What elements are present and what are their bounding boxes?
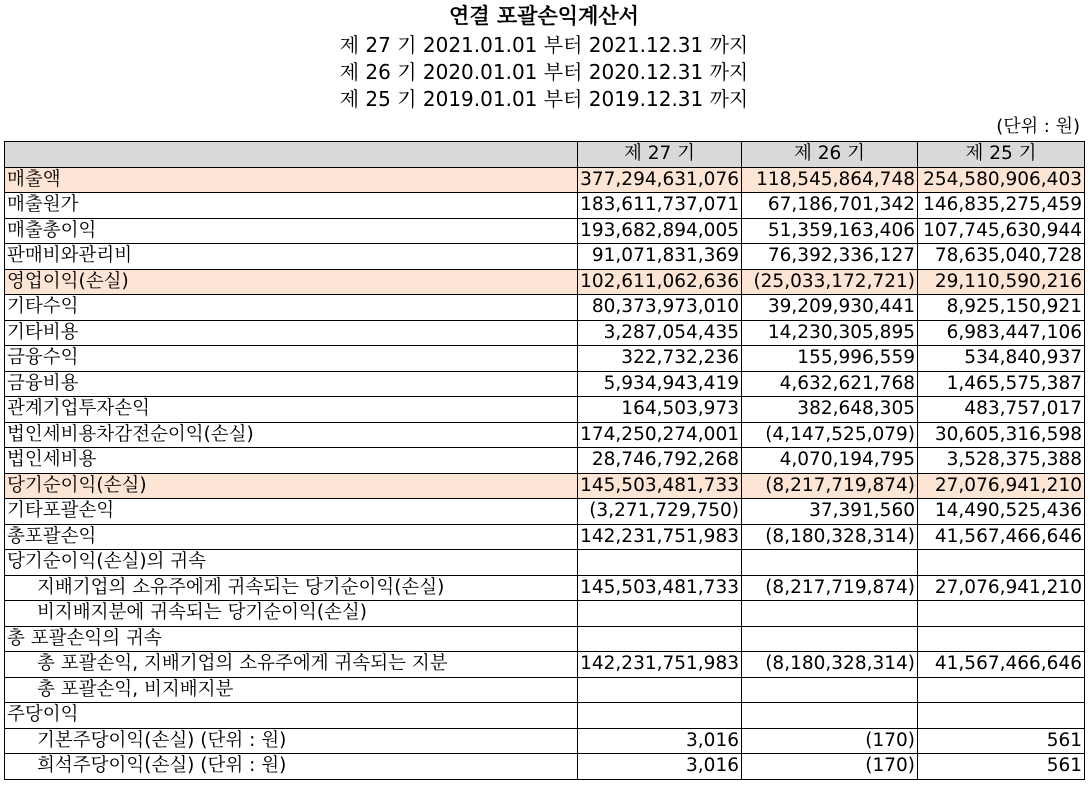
value-period-26: 67,186,701,342 [742,193,918,219]
value-period-25 [918,601,1085,627]
value-period-25: 8,925,150,921 [918,295,1085,321]
income-statement-table [4,141,1085,780]
value-period-25: 254,580,906,403 [918,167,1085,193]
row-label: 기본주당이익(손실) (단위 : 원) [5,728,578,754]
value-period-25: 3,528,375,388 [918,448,1085,474]
value-period-26 [742,703,918,729]
table-row [5,677,1085,703]
value-period-27: 102,611,062,636 [578,269,742,295]
row-label: 기타포괄손익 [5,499,578,525]
row-label: 법인세비용차감전순이익(손실) [5,422,578,448]
table-row [5,448,1085,474]
row-label: 총포괄손익 [5,524,578,550]
row-label: 금융비용 [5,371,578,397]
table-row [5,371,1085,397]
table-row [5,346,1085,372]
value-period-26: 118,545,864,748 [742,167,918,193]
row-label: 매출총이익 [5,218,578,244]
value-period-25: 6,983,447,106 [918,320,1085,346]
value-period-27: 145,503,481,733 [578,575,742,601]
row-label: 희석주당이익(손실) (단위 : 원) [5,754,578,780]
value-period-26 [742,550,918,576]
table-row [5,703,1085,729]
row-label: 영업이익(손실) [5,269,578,295]
value-period-26: (8,180,328,314) [742,652,918,678]
row-label: 관계기업투자손익 [5,397,578,423]
value-period-26: (170) [742,754,918,780]
value-period-27 [578,601,742,627]
value-period-26: 39,209,930,441 [742,295,918,321]
value-period-27: 183,611,737,071 [578,193,742,219]
value-period-27: 80,373,973,010 [578,295,742,321]
value-period-27: 5,934,943,419 [578,371,742,397]
value-period-25: 30,605,316,598 [918,422,1085,448]
value-period-25: 27,076,941,210 [918,575,1085,601]
period-line-26: 제 26 기 2020.01.01 부터 2020.12.31 까지 [339,60,749,84]
row-label: 총 포괄손익, 비지배지분 [5,677,578,703]
value-period-25: 483,757,017 [918,397,1085,423]
table-row [5,320,1085,346]
value-period-26: 155,996,559 [742,346,918,372]
period-line-25: 제 25 기 2019.01.01 부터 2019.12.31 까지 [339,87,749,111]
value-period-27: 322,732,236 [578,346,742,372]
value-period-25: 29,110,590,216 [918,269,1085,295]
row-label: 판매비와관리비 [5,244,578,270]
row-label: 법인세비용 [5,448,578,474]
row-label: 주당이익 [5,703,578,729]
table-row [5,167,1085,193]
header-label-column [5,142,578,168]
value-period-26 [742,601,918,627]
unit-label: (단위 : 원) [996,116,1080,137]
row-label: 금융수익 [5,346,578,372]
row-label: 매출액 [5,167,578,193]
period-line-27: 제 27 기 2021.01.01 부터 2021.12.31 까지 [339,33,749,57]
value-period-27: 3,016 [578,754,742,780]
table-row [5,601,1085,627]
value-period-26: 4,632,621,768 [742,371,918,397]
value-period-26: 14,230,305,895 [742,320,918,346]
value-period-25: 534,840,937 [918,346,1085,372]
table-row [5,652,1085,678]
value-period-26: (25,033,172,721) [742,269,918,295]
value-period-27: (3,271,729,750) [578,499,742,525]
value-period-27: 142,231,751,983 [578,524,742,550]
value-period-25 [918,550,1085,576]
header-period-26: 제 26 기 [742,142,918,168]
row-label: 총 포괄손익, 지배기업의 소유주에게 귀속되는 지분 [5,652,578,678]
table-body [5,167,1085,779]
table-row [5,575,1085,601]
value-period-26 [742,626,918,652]
value-period-27: 3,016 [578,728,742,754]
header-row [5,142,1085,168]
row-label: 지배기업의 소유주에게 귀속되는 당기순이익(손실) [5,575,578,601]
row-label: 총 포괄손익의 귀속 [5,626,578,652]
value-period-26 [742,677,918,703]
value-period-27: 193,682,894,005 [578,218,742,244]
value-period-27: 145,503,481,733 [578,473,742,499]
value-period-27: 28,746,792,268 [578,448,742,474]
value-period-26: (8,217,719,874) [742,575,918,601]
value-period-25 [918,626,1085,652]
value-period-25: 107,745,630,944 [918,218,1085,244]
value-period-25: 14,490,525,436 [918,499,1085,525]
table-row [5,473,1085,499]
document-title: 연결 포괄손익계산서 [449,4,639,28]
value-period-25: 41,567,466,646 [918,652,1085,678]
row-label: 당기순이익(손실) [5,473,578,499]
value-period-25 [918,703,1085,729]
value-period-27: 142,231,751,983 [578,652,742,678]
table-row [5,550,1085,576]
table-row [5,754,1085,780]
table-row [5,193,1085,219]
table-row [5,244,1085,270]
value-period-27 [578,626,742,652]
table-row [5,524,1085,550]
value-period-25: 1,465,575,387 [918,371,1085,397]
value-period-25: 146,835,275,459 [918,193,1085,219]
table-row [5,218,1085,244]
table-row [5,295,1085,321]
value-period-25: 27,076,941,210 [918,473,1085,499]
table-row [5,397,1085,423]
value-period-27 [578,677,742,703]
table-row [5,422,1085,448]
value-period-26: 382,648,305 [742,397,918,423]
value-period-26: 4,070,194,795 [742,448,918,474]
value-period-26: (8,180,328,314) [742,524,918,550]
value-period-27 [578,550,742,576]
row-label: 기타비용 [5,320,578,346]
table-row [5,728,1085,754]
value-period-27: 164,503,973 [578,397,742,423]
row-label: 기타수익 [5,295,578,321]
value-period-27 [578,703,742,729]
value-period-26: 37,391,560 [742,499,918,525]
value-period-27: 91,071,831,369 [578,244,742,270]
header-period-27: 제 27 기 [578,142,742,168]
row-label: 당기순이익(손실)의 귀속 [5,550,578,576]
value-period-25: 561 [918,754,1085,780]
header-period-25: 제 25 기 [918,142,1085,168]
table-row [5,269,1085,295]
row-label: 비지배지분에 귀속되는 당기순이익(손실) [5,601,578,627]
value-period-26: (4,147,525,079) [742,422,918,448]
value-period-26: 76,392,336,127 [742,244,918,270]
value-period-25: 78,635,040,728 [918,244,1085,270]
value-period-27: 174,250,274,001 [578,422,742,448]
value-period-26: (170) [742,728,918,754]
value-period-26: 51,359,163,406 [742,218,918,244]
value-period-26: (8,217,719,874) [742,473,918,499]
table-row [5,499,1085,525]
value-period-27: 377,294,631,076 [578,167,742,193]
value-period-25 [918,677,1085,703]
value-period-25: 41,567,466,646 [918,524,1085,550]
value-period-27: 3,287,054,435 [578,320,742,346]
value-period-25: 561 [918,728,1085,754]
row-label: 매출원가 [5,193,578,219]
table-row [5,626,1085,652]
